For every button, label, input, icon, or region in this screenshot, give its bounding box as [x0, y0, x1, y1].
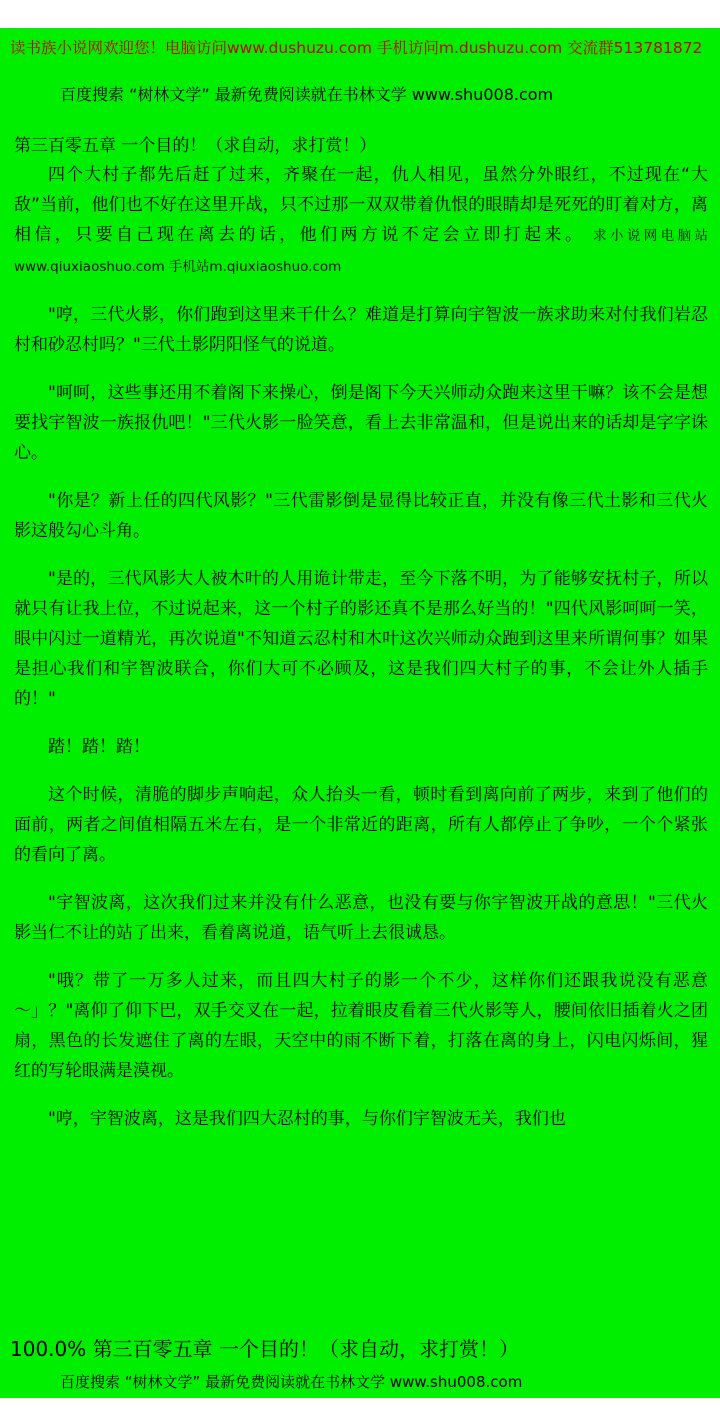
paragraph: "哦？带了一万多人过来，而且四大村子的影一个不少，这样你们还跟我说没有恶意～」？"离仰了仰下巴，双手交叉在一起，拉着眼皮看着三代火影等人，腰间依旧插着火之团扇，黑色的长发遮住了离的左眼，天空中的雨不断下着，打落在离的身上，闪电闪烁间，猩红的写轮眼满是漠视。 [14, 971, 708, 1081]
chapter-title: 第三百零五章 一个目的！（求自动，求打赏！） [14, 136, 377, 156]
inline-ad-text: 求小说网电脑站www.qiuxiaoshuo.com 手机站m.qiuxiaoshuo.com [14, 228, 709, 275]
paragraph [14, 160, 708, 282]
paragraph: "哼，三代火影，你们跑到这里来干什么？难道是打算向宇智波一族求助来对付我们岩忍村和砂忍村吗？"三代土影阴阳怪气的说道。 [14, 305, 708, 355]
paragraph: "是的，三代风影大人被木叶的人用诡计带走，至今下落不明，为了能够安抚村子，所以就只有让我上位，不过说起来，这一个村子的影还真不是那么好当的！"四代风影呵呵一笑，眼中闪过一道精光，再次说道"不知道云忍村和木叶这次兴师动众跑到这里来所谓何事？如果是担心我们和宇智波联合，你们大可不必顾及，这是我们四大村子的事，不会让外人插手的！" [14, 569, 708, 709]
paragraph: "呵呵，这些事还用不着阁下来操心，倒是阁下今天兴师动众跑来这里干嘛？该不会是想要找宇智波一族报仇吧！"三代火影一脸笑意，看上去非常温和，但是说出来的话却是字字诛心。 [14, 383, 708, 463]
top-margin [0, 0, 720, 28]
paragraph: "宇智波离，这次我们过来并没有什么恶意，也没有要与你宇智波开战的意思！"三代火影当仁不让的站了出来，看着离说道，语气听上去很诚恳。 [14, 893, 708, 943]
site-banner: 读书族小说网欢迎您！电脑访问www.dushuzu.com 手机访问m.dushuzu.com 交流群513781872 [10, 39, 703, 57]
reading-progress: 100.0% [10, 1337, 87, 1361]
footer-status [10, 1333, 519, 1362]
chapter-body [14, 160, 708, 1152]
paragraph-text: 四个大村子都先后赶了过来，齐聚在一起，仇人相见，虽然分外眼红，不过现在“大敌”当前，他们也不好在这里开战，只不过那一双双带着仇恨的眼睛却是死死的盯着对方，离相信，只要自己现在离去的话，他们两方说不定会立即打起来。 [14, 165, 708, 245]
search-hint-top: 百度搜索 “树林文学” 最新免费阅读就在书林文学 www.shu008.com [60, 85, 554, 104]
paragraph: 踏！踏！踏！ [48, 737, 150, 757]
bottom-margin [0, 1398, 720, 1414]
search-hint-bottom: 百度搜索 “树林文学” 最新免费阅读就在书林文学 www.shu008.com [60, 1373, 523, 1391]
paragraph: "你是？新上任的四代风影？"三代雷影倒是显得比较正直，并没有像三代土影和三代火影这般勾心斗角。 [14, 491, 708, 541]
footer-chapter-label: 第三百零五章 一个目的！（求自动，求打赏！） [92, 1337, 519, 1361]
paragraph: 这个时候，清脆的脚步声响起，众人抬头一看，顿时看到离向前了两步，来到了他们的面前，两者之间值相隔五米左右，是一个非常近的距离，所有人都停止了争吵，一个个紧张的看向了离。 [14, 785, 708, 865]
paragraph: "哼，宇智波离，这是我们四大忍村的事，与你们宇智波无关，我们也 [48, 1109, 566, 1129]
